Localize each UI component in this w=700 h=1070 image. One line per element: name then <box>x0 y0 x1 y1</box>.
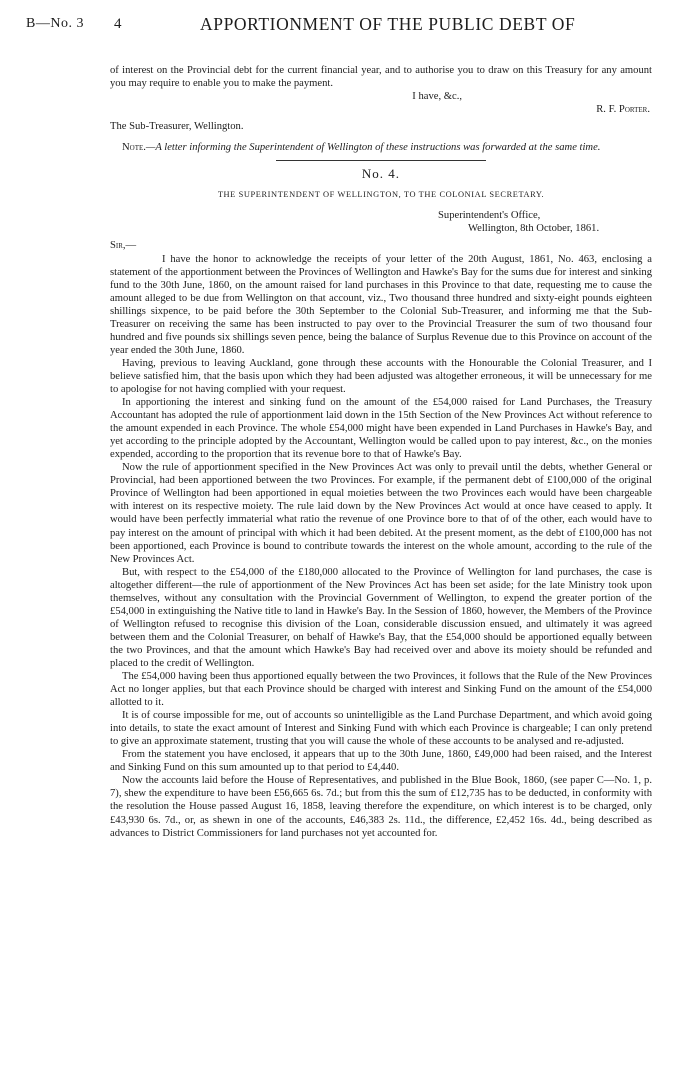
letter-number: No. 4. <box>361 166 401 182</box>
note-label: Note. <box>122 142 146 154</box>
letter1-signature <box>110 103 652 116</box>
letter1-addressee: The Sub-Treasurer, Wellington. <box>110 121 244 133</box>
letter1-closing: I have, &c., <box>412 91 462 103</box>
page-number: 4 <box>114 16 122 32</box>
paper-reference: B—No. 3 <box>26 16 84 31</box>
section-divider <box>276 160 486 161</box>
letter-heading: THE SUPERINTENDENT OF WELLINGTON, TO THE COLONIAL SECRETARY. <box>217 190 545 200</box>
letter-paragraph-8: From the statement you have enclosed, it appears that up to the 30th June, 1860, £49,000 had been raised, and the Interest and Sinking Fund on this sum amounted up to that period to £4,440. <box>110 749 652 774</box>
running-header <box>26 14 666 40</box>
signature-name: R. F. Porter. <box>596 104 650 116</box>
letter-paragraph-6: The £54,000 having been thus apportioned equally between the two Provinces, it follows that the Rule of the New Provinces Act no longer applies, but that each Province should be charged with interest and Sinking Fund on the amount of the £54,000 allotted to it. <box>110 671 652 709</box>
page-title: APPORTIONMENT OF THE PUBLIC DEBT OF <box>200 14 576 34</box>
letter-paragraph-5: But, with respect to the £54,000 of the £180,000 allocated to the Province of Wellington for land purchases, the case is altogether different—the rule of apportionment of the New Provinces Act has been set aside; for the late Ministry took upon themselves, without any consultation with the Provincial Government of Wellington, to expend the greater portion of the £54,000 in extinguishing the Native title to land in Hawke's Bay. In the Session of 1860, however, the Members of the Province of Wellington refused to recognise this division of the Loan, considerable discussion ensued, and ultimately it was agreed between them and the Colonial Treasurer, on behalf of Hawke's Bay, that the £54,000 should be apportioned equally between the two Provinces, and that the amount which Hawke's Bay had received over and above its moiety should be refunded and placed to the credit of Wellington. <box>110 566 652 669</box>
document-body <box>110 64 652 840</box>
editorial-note <box>110 141 652 154</box>
letter1-closing-paragraph: of interest on the Provincial debt for the current financial year, and to authorise you to draw on this Treasury for any amount you may require to enable you to make the payment. <box>110 65 652 90</box>
letter-paragraph-3: In apportioning the interest and sinking fund on the amount of the £54,000 raised for Land Purchases, the Treasury Accountant has adopted the rule of apportionment laid down in the 15th Section of the New Provinces Act without reference to the amount expended in each Province. The whole £54,000 might have been expended in Land Purchases in Hawke's Bay, and yet according to the principle adopted by the Accountant, Wellington would be called upon to pay interest, &c., on the monies expended, according to the proportion that its revenue bore to that of Hawke's Bay. <box>110 397 652 461</box>
letter-paragraph-7: It is of course impossible for me, out of accounts so unintelligible as the Land Purchase Department, and which avoid going into details, to state the exact amount of Interest and Sinking Fund with which each Province is chargeable; I can only pretend to give an approximate statement, trusting that you will cause the whole of these accounts to be analysed and re-adjusted. <box>110 710 652 748</box>
letter-paragraph-9: Now the accounts laid before the House of Representatives, and published in the Blue Book, 1860, (see paper C—No. 1, p. 7), shew the expenditure to have been £56,665 6s. 7d.; but from this the sum of £12,735 has to be deducted, in conformity with the resolution the House passed August 16, 1858, leaving therefore the expenditure, on which interest is to be charged, only £43,930 6s. 7d., or, as shewn in one of the accounts, £46,383 2s. 11d., the difference, £2,452 16s. 4d., being described as advances to District Commissioners for land purchases not yet accounted for. <box>110 775 652 839</box>
letter-paragraph-4: Now the rule of apportionment specified in the New Provinces Act was only to prevail until the debts, whether General or Provincial, had been apportioned between the two Provinces. For example, if the permanent debt of £100,000 of the original Province of Wellington had been apportioned in equal moieties between the two Provinces each would have been chargeable with interest on its respective moiety. The rule laid down by the New Provinces Act would at once have ceased to apply. It would have been perfectly immaterial what ratio the revenue of one Province bore to that of of the other, each would have to pay interest on the amount of principal with which it had been debited. At the present moment, as the debt of £100,000 has not been apportioned, each Province is bound to contribute towards the interest on the whole amount, according to the rule of the New Provinces Act. <box>110 462 652 565</box>
letter-paragraph-2: Having, previous to leaving Auckland, gone through these accounts with the Honourable the Colonial Treasurer, and I believe satisfied him, that the basis upon which they had been adjusted was altogether erroneous, it will be unnecessary for me to apologise for not having complied with your request. <box>110 357 652 395</box>
letter-office: Superintendent's Office, <box>438 210 541 222</box>
letter-paragraph-1: I have the honor to acknowledge the receipts of your letter of the 20th August, 1861, No. 463, enclosing a statement of the apportionment between the Provinces of Wellington and Hawke's Bay for the sums due for interest and sinking fund to the 30th June, 1860, on the amount raised for land purchases in this Province to that date, requesting me to cause the amount alleged to be due from Wellington on that account, viz., Two thousand three hundred and sixty-eight pounds eighteen shillings sixpence, to be paid before the 30th September to the Colonial Sub-Treasurer, and informing me that the Sub-Treasurer on receiving the same has been instructed to pay over to the Provincial Treasurer the sum of two thousand four hundred and five pounds six shillings seven pence, being the balance of Surplus Revenue due to this Province on account of the year ended the 30th June, 1860. <box>110 253 652 356</box>
letter-place-date: Wellington, 8th October, 1861. <box>468 223 600 235</box>
letter-salutation: Sir,— <box>110 240 137 252</box>
note-text: —A letter informing the Superintendent of Wellington of these instructions was forwarded at the same time. <box>145 142 601 154</box>
